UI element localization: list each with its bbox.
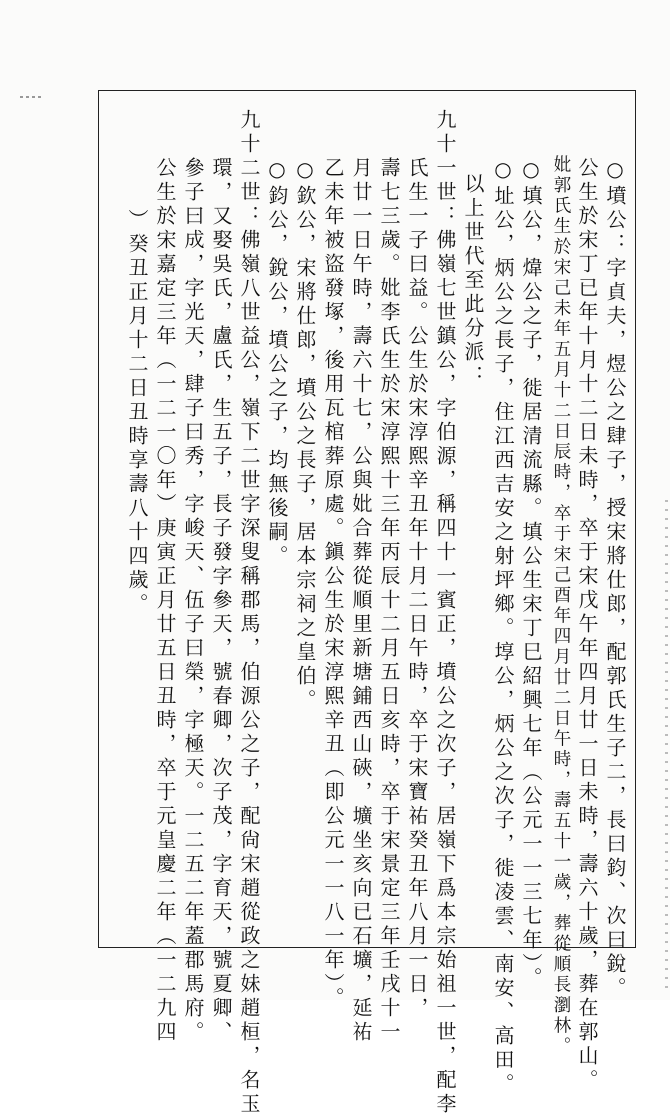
text-column-15: 環，又娶吳氏，盧氏，生五子，長子發字參天，號春卿，次子茂，字育天，號夏卿、 [209, 157, 233, 1045]
text-column-8: 氏生一子曰益。公生於宋淳熙辛丑年十月二日午時，卒于宋寶祐癸丑年八月一日， [405, 157, 429, 1021]
text-column-14: 九十二世：佛嶺八世益公，嶺下二世字深叟稱郡馬，伯源公之子，配尙宋趙從政之妹趙桓，名玉 [237, 109, 261, 1117]
text-column-5: ○址公，炳公之長子，住江西吉安之射坪鄉。埻公，炳公之次子，徙凌雲、南安、高田。 [491, 157, 515, 1097]
text-column-1: ○墳公：字貞夫，煜公之肆子，授宋將仕郎，配郭氏生子二，長曰鈞、次曰銳。 [603, 157, 627, 1001]
text-frame [98, 90, 636, 1117]
text-column-13: ○鈞公，銳公，墳公之子，均無後嗣。 [265, 157, 289, 569]
text-column-6: 以上世代至此分派： [461, 173, 485, 389]
text-column-2: 公生於宋丁已年十月十二日未時，卒于宋戊午年四月廿一日未時，壽六十歲，葬在郭山。 [575, 157, 599, 1093]
margin-mark [20, 96, 42, 98]
text-column-7: 九十一世：佛嶺七世鎮公，字伯源，稱四十一賓正，墳公之次子，居嶺下爲本宗始祖一世，配李 [433, 109, 457, 1117]
text-column-12: ○欽公，宋將仕郎，墳公之長子，居本宗祠之皇伯。 [293, 157, 317, 713]
text-column-11: 乙未年被盜發塚，後用瓦棺葬原處。鎭公生於宋淳熙辛丑（即公元一一八一年）。 [321, 157, 345, 1011]
page-edge-mark [665, 500, 668, 990]
text-column-16: 參子曰成，字光天，肆子曰秀，字峻天、伍子曰榮，字極天。一二五二年蓋郡馬府。 [181, 157, 205, 1045]
text-column-10: 月廿一日午時，壽六十七，公與妣合葬從順里新塘鋪西山硤，壙坐亥向已石壙，延祐 [349, 157, 373, 1045]
text-column-17: 公生於宋嘉定三年（一二一〇年）庚寅正月廿五日丑時，卒于元皇慶二年（一二九四 [153, 157, 177, 1045]
text-column-9: 壽七三歲。妣李氏生於宋淳熙十三年丙辰十二月五日亥時，卒于宋景定三年壬戌十一 [377, 157, 401, 1045]
text-column-4: ○填公，煒公之子，徙居清流縣。填公生宋丁巳紹興七年（公元一一三七年）。 [519, 157, 543, 991]
text-column-3: 妣郭氏生於宋己未年五月十二日辰時，卒于宋己酉年四月廿二日午時，壽五十一歲，葬從順長瀏林。 [551, 155, 571, 1057]
text-column-18: ）癸丑正月十二日丑時享壽八十四歲。 [125, 209, 149, 617]
